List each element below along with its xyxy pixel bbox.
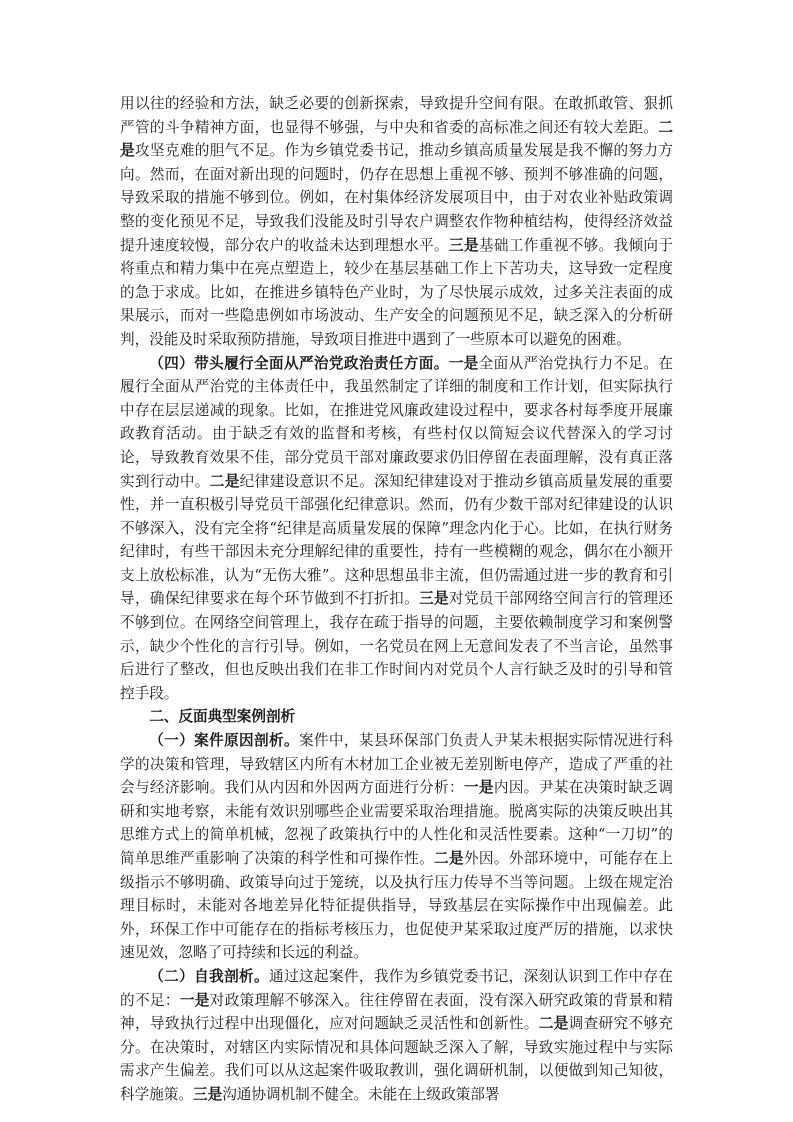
paragraph <box>120 729 673 965</box>
document-page <box>120 92 673 1107</box>
bold-lead-text: （二）自我剖析。 <box>149 967 269 985</box>
paragraph <box>120 92 673 352</box>
bold-lead-text: 二是 <box>209 472 240 490</box>
paragraph-text: 对党员干部网络空间言行的管理还不够到位。在网络空间管理上，我存在疏于指导的问题，主要依赖制度学习和案例警示，缺少个性化的言行引导。例如，一名党员在网上无意间发表了不当言论，虽然事后进行了整改，但也反映出我们在非工作时间内对党员个人言行缺乏及时的引导和管控手段。 <box>120 590 673 702</box>
paragraph <box>120 965 673 1107</box>
bold-lead-text: 二是 <box>538 1015 569 1033</box>
paragraph-text: 用以往的经验和方法，缺乏必要的创新探索，导致提升空间有限。在敢抓敢管、狠抓严管的斗争精神方面，也显得不够强，与中央和省委的高标准之间还有较大差距。 <box>120 95 673 136</box>
document-body <box>120 92 673 1107</box>
bold-lead-text: （四）带头履行全面从严治党政治责任方面。 <box>149 354 449 372</box>
bold-lead-text: 三是 <box>419 590 450 608</box>
paragraph-text: 案件中，某县环保部门负责人尹某未根据实际情况进行科学的决策和管理，导致辖区内所有木材加工企业被无差别断电停产，造成了严重的社会与经济影响。我们从内因和外因两方面进行分析： <box>120 732 673 797</box>
bold-lead-text: 三是 <box>192 1085 223 1103</box>
bold-lead-text: 二是 <box>434 850 464 867</box>
paragraph-text: 调查研究不够充分。在决策时，对辖区内实际情况和具体问题缺乏深入了解，导致实施过程中与实际需求产生偏差。我们可以从这起案件吸取教训，强化调研机制，以便做到知己知彼，科学施策。 <box>120 1015 673 1103</box>
bold-lead-text: （一）案件原因剖析。 <box>149 732 299 750</box>
paragraph-text: 纪律建设意识不足。深知纪律建设对于推动乡镇高质量发展的重要性，并一直积极引导党员干部强化纪律意识。然而，仍有少数干部对纪律建设的认识不够深入，没有完全将“纪律是高质量发展的保障”理念内化于心。比如，在执行财务纪律时，有些干部因未充分理解纪律的重要性，持有一些模糊的观念，偶尔在小额开支上放松标准，认为“无伤大雅”。这种思想虽非主流，但仍需通过进一步的教育和引导，确保纪律要求在每个环节做到不打折扣。 <box>120 472 673 608</box>
paragraph-text: 外因。外部环境中，可能存在上级指示不够明确、政策导向过于笼统，以及执行压力传导不当等问题。上级在规定治理目标时，未能对各地差异化特征提供指导，导致基层在实际操作中出现偏差。此外，环保工作中可能存在的指标考核压力，也促使尹某采取过度严厉的措施，以求快速见效，忽略了可持续和长远的利益。 <box>120 850 673 962</box>
bold-lead-text: 三是 <box>449 236 479 254</box>
bold-lead-text: 一是 <box>179 991 210 1009</box>
paragraph-text: 沟通协调机制不健全。未能在上级政策部署 <box>222 1085 500 1103</box>
paragraph-text: 攻坚克难的胆气不足。作为乡镇党委书记，推动乡镇高质量发展是我不懈的努力方向。然而，在面对新出现的问题时，仍存在思想上重视不够、预判不够准确的问题，导致采取的措施不够到位。例如，在村集体经济发展项目中，由于对农业补贴政策调整的变化预见不足，导致我们没能及时引导农户调整农作物种植结构，使得经济效益提升速度较慢，部分农户的收益未达到理想水平。 <box>120 142 673 254</box>
paragraph-text: 通过这起案件，我作为乡镇党委书记，深刻认识到工作中存在的不足： <box>120 967 673 1009</box>
paragraph-text: 内因。尹某在决策时缺乏调研和实地考察，未能有效识别哪些企业需要采取治理措施。脱离实际的决策反映出其思维方式上的简单机械，忽视了政策执行中的人性化和灵活性要素。这种“一刀切”的简单思维严重影响了决策的科学性和可操作性。 <box>120 779 673 867</box>
paragraph-text: 对政策理解不够深入。往往停留在表面，没有深入研究政策的背景和精神，导致执行过程中出现僵化，应对问题缺乏灵活性和创新性。 <box>120 991 673 1033</box>
paragraph-text: 基础工作重视不够。我倾向于将重点和精力集中在亮点塑造上，较少在基层基础工作上下苦功夫，这导致一定程度的急于求成。比如，在推进乡镇特色产业时，为了尽快展示成效，过多关注表面的成果展示，而对一些隐患例如市场波动、生产安全的问题预见不足，缺乏深入的分析研判，没能及时采取预防措施，导致项目推进中遇到了一些原本可以避免的困难。 <box>120 236 673 348</box>
bold-lead-text: 一是 <box>448 354 479 372</box>
paragraph-text: 全面从严治党执行力不足。在履行全面从严治党的主体责任中，我虽然制定了详细的制度和工作计划，但实际执行中存在层层递减的现象。比如，在推进党风廉政建设过程中，要求各村每季度开展廉政教育活动。由于缺乏有效的监督和考核，有些村仅以简短会议代替深入的学习讨论，导致教育效果不佳，部分党员干部对廉政要求仍旧停留在表面理解，没有真正落实到行动中。 <box>120 354 673 490</box>
bold-lead-text: 二是 <box>120 118 673 160</box>
paragraph <box>120 352 673 706</box>
bold-lead-text: 一是 <box>463 779 494 797</box>
section-heading: 二、反面典型案例剖析 <box>149 708 296 726</box>
